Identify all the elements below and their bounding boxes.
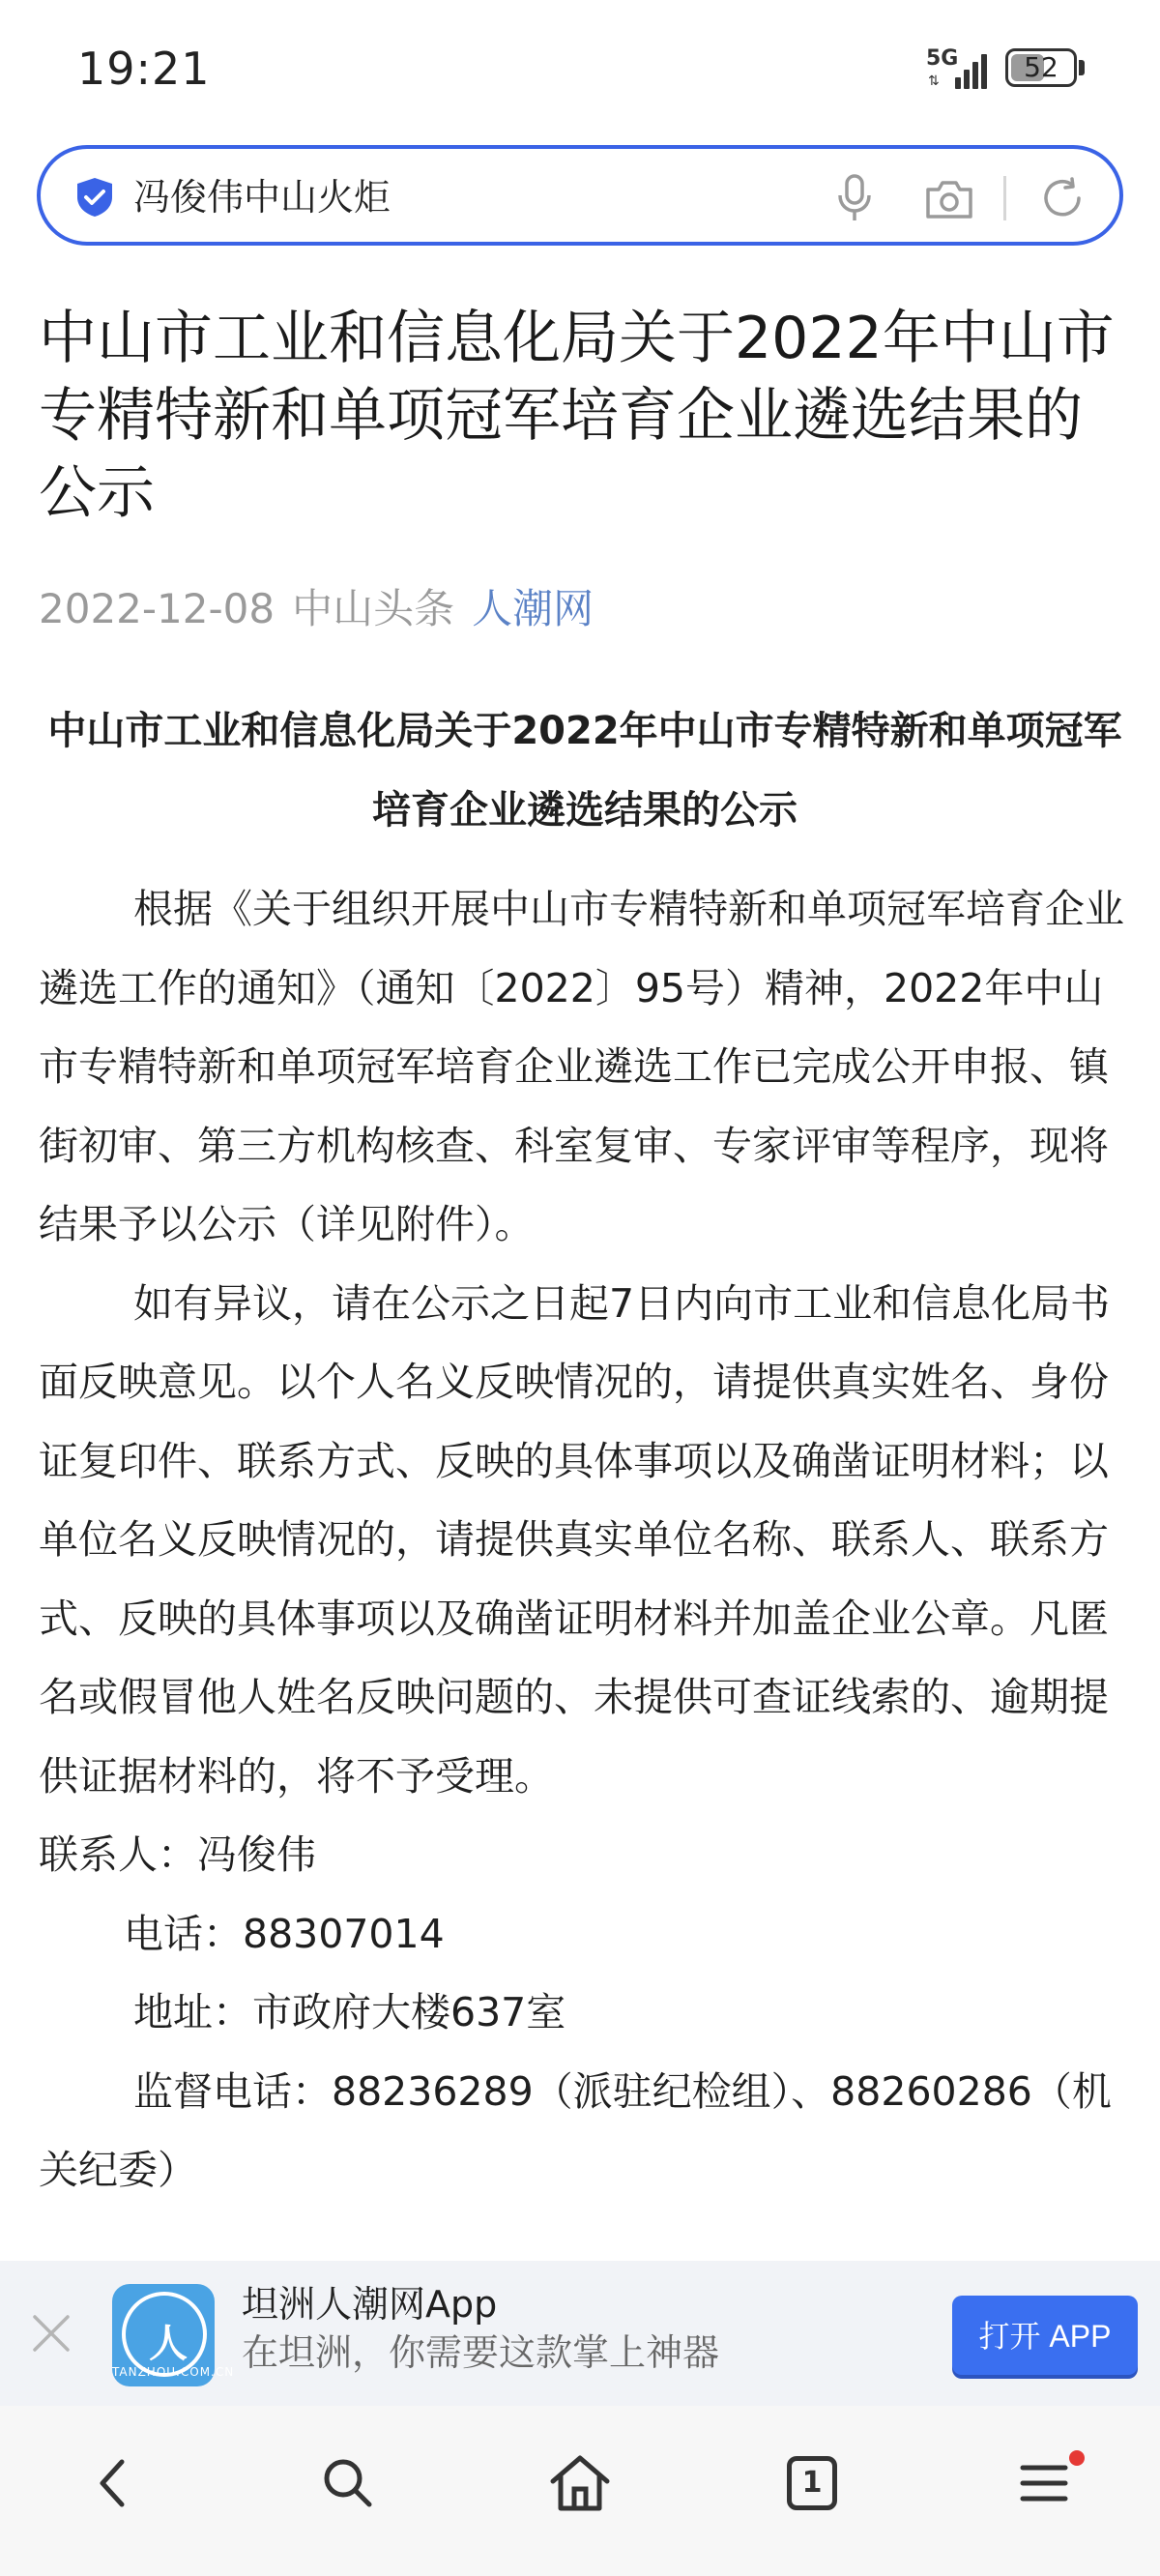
tab-count: 1 <box>787 2456 837 2510</box>
notification-dot <box>1069 2450 1085 2466</box>
signal-icon <box>955 48 994 89</box>
tabs-icon[interactable] <box>773 2444 851 2522</box>
search-icon[interactable] <box>309 2444 387 2522</box>
refresh-icon[interactable] <box>1040 176 1085 220</box>
article-meta <box>39 580 594 638</box>
bottom-nav <box>0 2406 1160 2576</box>
app-logo-subtext: TANZHOU.COM.CN <box>112 2365 235 2379</box>
app-slogan: 在坦洲，你需要这款掌上神器 <box>242 2331 720 2374</box>
article-date: 2022-12-08 <box>39 585 276 632</box>
status-bar <box>0 0 1160 135</box>
open-app-button[interactable]: 打开 APP <box>952 2296 1138 2375</box>
battery-icon <box>1005 48 1077 87</box>
contact-phone: 电话：88307014 <box>124 1910 445 1957</box>
back-icon[interactable] <box>75 2444 153 2522</box>
document-heading: 中山市工业和信息化局关于2022年中山市专精特新和单项冠军培育企业遴选结果的公示 <box>47 709 1122 833</box>
search-bar[interactable] <box>37 145 1123 246</box>
close-icon[interactable] <box>27 2309 75 2357</box>
data-arrows-icon: ⇅ <box>928 73 940 89</box>
article-channel: 中山头条 <box>292 585 455 632</box>
shield-icon <box>73 176 116 219</box>
mic-icon[interactable] <box>835 174 874 222</box>
article-body <box>39 870 1131 2210</box>
battery-level: 52 <box>1024 51 1058 83</box>
article-title: 中山市工业和信息化局关于2022年中山市专精特新和单项冠军培育企业遴选结果的公示 <box>39 305 1115 527</box>
app-download-banner <box>0 2261 1160 2406</box>
article-paragraph: 根据《关于组织开展中山市专精特新和单项冠军培育企业遴选工作的通知》（通知〔2022〕95号）精神，2022年中山市专精特新和单项冠军培育企业遴选工作已完成公开申报、镇街初审、第三方机构核查、科室复审、专家评审等程序，现将结果予以公示（详见附件）。 <box>39 886 1124 1247</box>
camera-icon[interactable] <box>924 178 974 220</box>
app-name: 坦洲人潮网App <box>242 2283 498 2326</box>
home-icon[interactable] <box>541 2444 619 2522</box>
status-time: 19:21 <box>77 43 211 95</box>
article-paragraph: 如有异议，请在公示之日起7日内向市工业和信息化局书面反映意见。以个人名义反映情况的，请提供真实姓名、身份证复印件、联系方式、反映的具体事项以及确凿证明材料；以单位名义反映情况的，请提供真实单位名称、联系人、联系方式、反映的具体事项以及确凿证明材料并加盖企业公章。凡匿名或假冒他人姓名反映问题的、未提供可查证线索的、逾期提供证据材料的，将不予受理。 <box>39 1279 1111 1800</box>
app-logo-mark: 人 <box>149 2322 188 2366</box>
battery-tip <box>1079 60 1085 75</box>
network-type: 5G <box>926 46 959 71</box>
supervision-phone: 监督电话：88236289（派驻纪检组）、88260286（机关纪委） <box>39 2067 1112 2193</box>
search-input[interactable]: 冯俊伟中山火炬 <box>133 176 392 219</box>
contact-person: 联系人：冯俊伟 <box>39 1831 316 1878</box>
article-source-link[interactable]: 人潮网 <box>472 585 594 632</box>
search-divider <box>1003 176 1006 220</box>
app-logo <box>112 2284 235 2386</box>
contact-address: 地址：市政府大楼637室 <box>133 1989 566 2035</box>
